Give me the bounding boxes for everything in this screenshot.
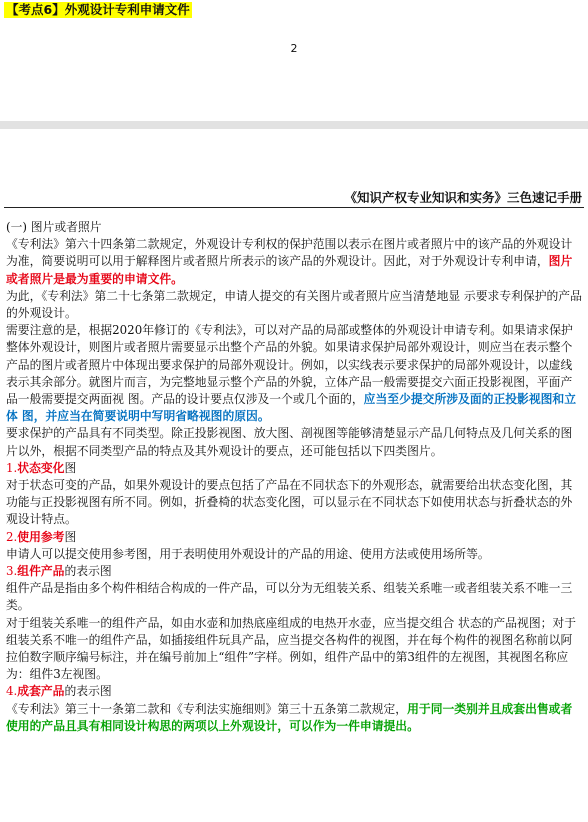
subheading-component-product bbox=[6, 563, 582, 580]
text: 需要注意的是，根据2020年修订的《专利法》，可以对产品的局部或整体的外观设计申请专利。如果请求保护整体外观设计，则图片或者照片需要显示出整个产品的外貌。如果请求保护局部外观设计，则应当在表示整个产品的图片或者照片中体现出要求保护的局部外观设计。例如，以实线表示要求保护的局部外观设计，以虚线表示其余部分。就图片而言，为完整地显示整个产品的外貌，立体产品一般需要提交六面正投影视图，平面产品一般需要提交两面视 图。产品的设计要点仅涉及一个或几个面的， bbox=[6, 323, 573, 407]
paragraph: 申请人可以提交使用参考图，用于表明使用外观设计的产品的用途、使用方法或使用场所等。 bbox=[6, 546, 490, 561]
subheading-set-product bbox=[6, 683, 582, 700]
paragraph: 对于组装关系唯一的组件产品，如由水壶和加热底座组成的电热开水壶，应当提交组合 状态的产品视图；对于组装关系不唯一的组件产品，如插接组件玩具产品，应当提交各构件的视图，并在每个构件的视图名称前以阿拉伯数字顺序编号标注，并在编号前加上“组件”字样。例如，组件产品中的第3组件的左视图，其视图名称应为：组件3左视图。 bbox=[6, 615, 577, 682]
red-emphasis: 图片或者照片是最为重要的申请文件。 bbox=[6, 254, 573, 286]
text: 《专利法》第三十一条第二款和《专利法实施细则》第三十五条第二款规定， bbox=[6, 701, 408, 716]
item-title: 成套产品 bbox=[17, 684, 65, 699]
subheading-state-change bbox=[6, 460, 582, 477]
green-emphasis: 用于同一类别并且成套出售或者使用的产品且具有相同设计构思的两项以上外观设计，可以作为一件申请提出。 bbox=[6, 701, 573, 733]
item-title: 组件产品 bbox=[17, 564, 65, 579]
paragraph bbox=[6, 701, 582, 735]
page-number: 2 bbox=[290, 42, 298, 55]
item-suffix: 的表示图 bbox=[64, 684, 112, 699]
item-suffix: 的表示图 bbox=[64, 564, 112, 579]
paragraph: 组件产品是指由多个构件相结合构成的一件产品，可以分为无组装关系、组装关系唯一或者组装关系不唯一三类。 bbox=[6, 581, 573, 613]
subheading-use-reference bbox=[6, 529, 582, 546]
paragraph: 为此，《专利法》第二十七条第二款规定，申请人提交的有关图片或者照片应当清楚地显 示要求专利保护的产品的外观设计。 bbox=[6, 288, 582, 321]
header-rule bbox=[4, 207, 584, 208]
item-number: 2. bbox=[6, 529, 18, 544]
item-suffix: 图 bbox=[64, 529, 77, 544]
item-suffix: 图 bbox=[64, 460, 77, 475]
blue-emphasis: 应当至少提交所涉及面的正投影视图和立体 图，并应当在简要说明中写明省略视图的原因。 bbox=[6, 392, 577, 424]
heading-pictures: (一) 图片或者照片 bbox=[6, 220, 102, 234]
item-title: 状态变化 bbox=[17, 460, 65, 475]
item-title: 使用参考 bbox=[17, 529, 65, 544]
paragraph bbox=[6, 322, 582, 425]
page-body bbox=[6, 219, 582, 735]
item-number: 3. bbox=[6, 564, 18, 579]
item-number: 1. bbox=[6, 460, 18, 475]
item-number: 4. bbox=[6, 684, 18, 699]
paragraph bbox=[6, 236, 582, 288]
section-title: 【考点6】外观设计专利申请文件 bbox=[6, 2, 190, 17]
text: 《专利法》第六十四条第二款规定，外观设计专利权的保护范围以表示在图片或者照片中的该产品的外观设计为准，简要说明可以用于解释图片或者照片所表示的该产品的外观设计。因此，对于外观设计专利申请， bbox=[6, 237, 573, 269]
paragraph: 对于状态可变的产品，如果外观设计的要点包括了产品在不同状态下的外观形态，就需要给出状态变化图，其功能与正投影视图有所不同。例如，折叠椅的状态变化图，可以显示在不同状态下如使用状态与折叠状态的外观设计特点。 bbox=[6, 478, 573, 527]
book-title: 《知识产权专业知识和实务》三色速记手册 bbox=[344, 190, 582, 205]
page-separator bbox=[0, 121, 588, 129]
paragraph: 要求保护的产品具有不同类型。除正投影视图、放大图、剖视图等能够清楚显示产品几何特点及几何关系的图片以外，根据不同类型产品的特点及其外观设计的要点，还可能包括以下四类图片。 bbox=[6, 426, 573, 458]
